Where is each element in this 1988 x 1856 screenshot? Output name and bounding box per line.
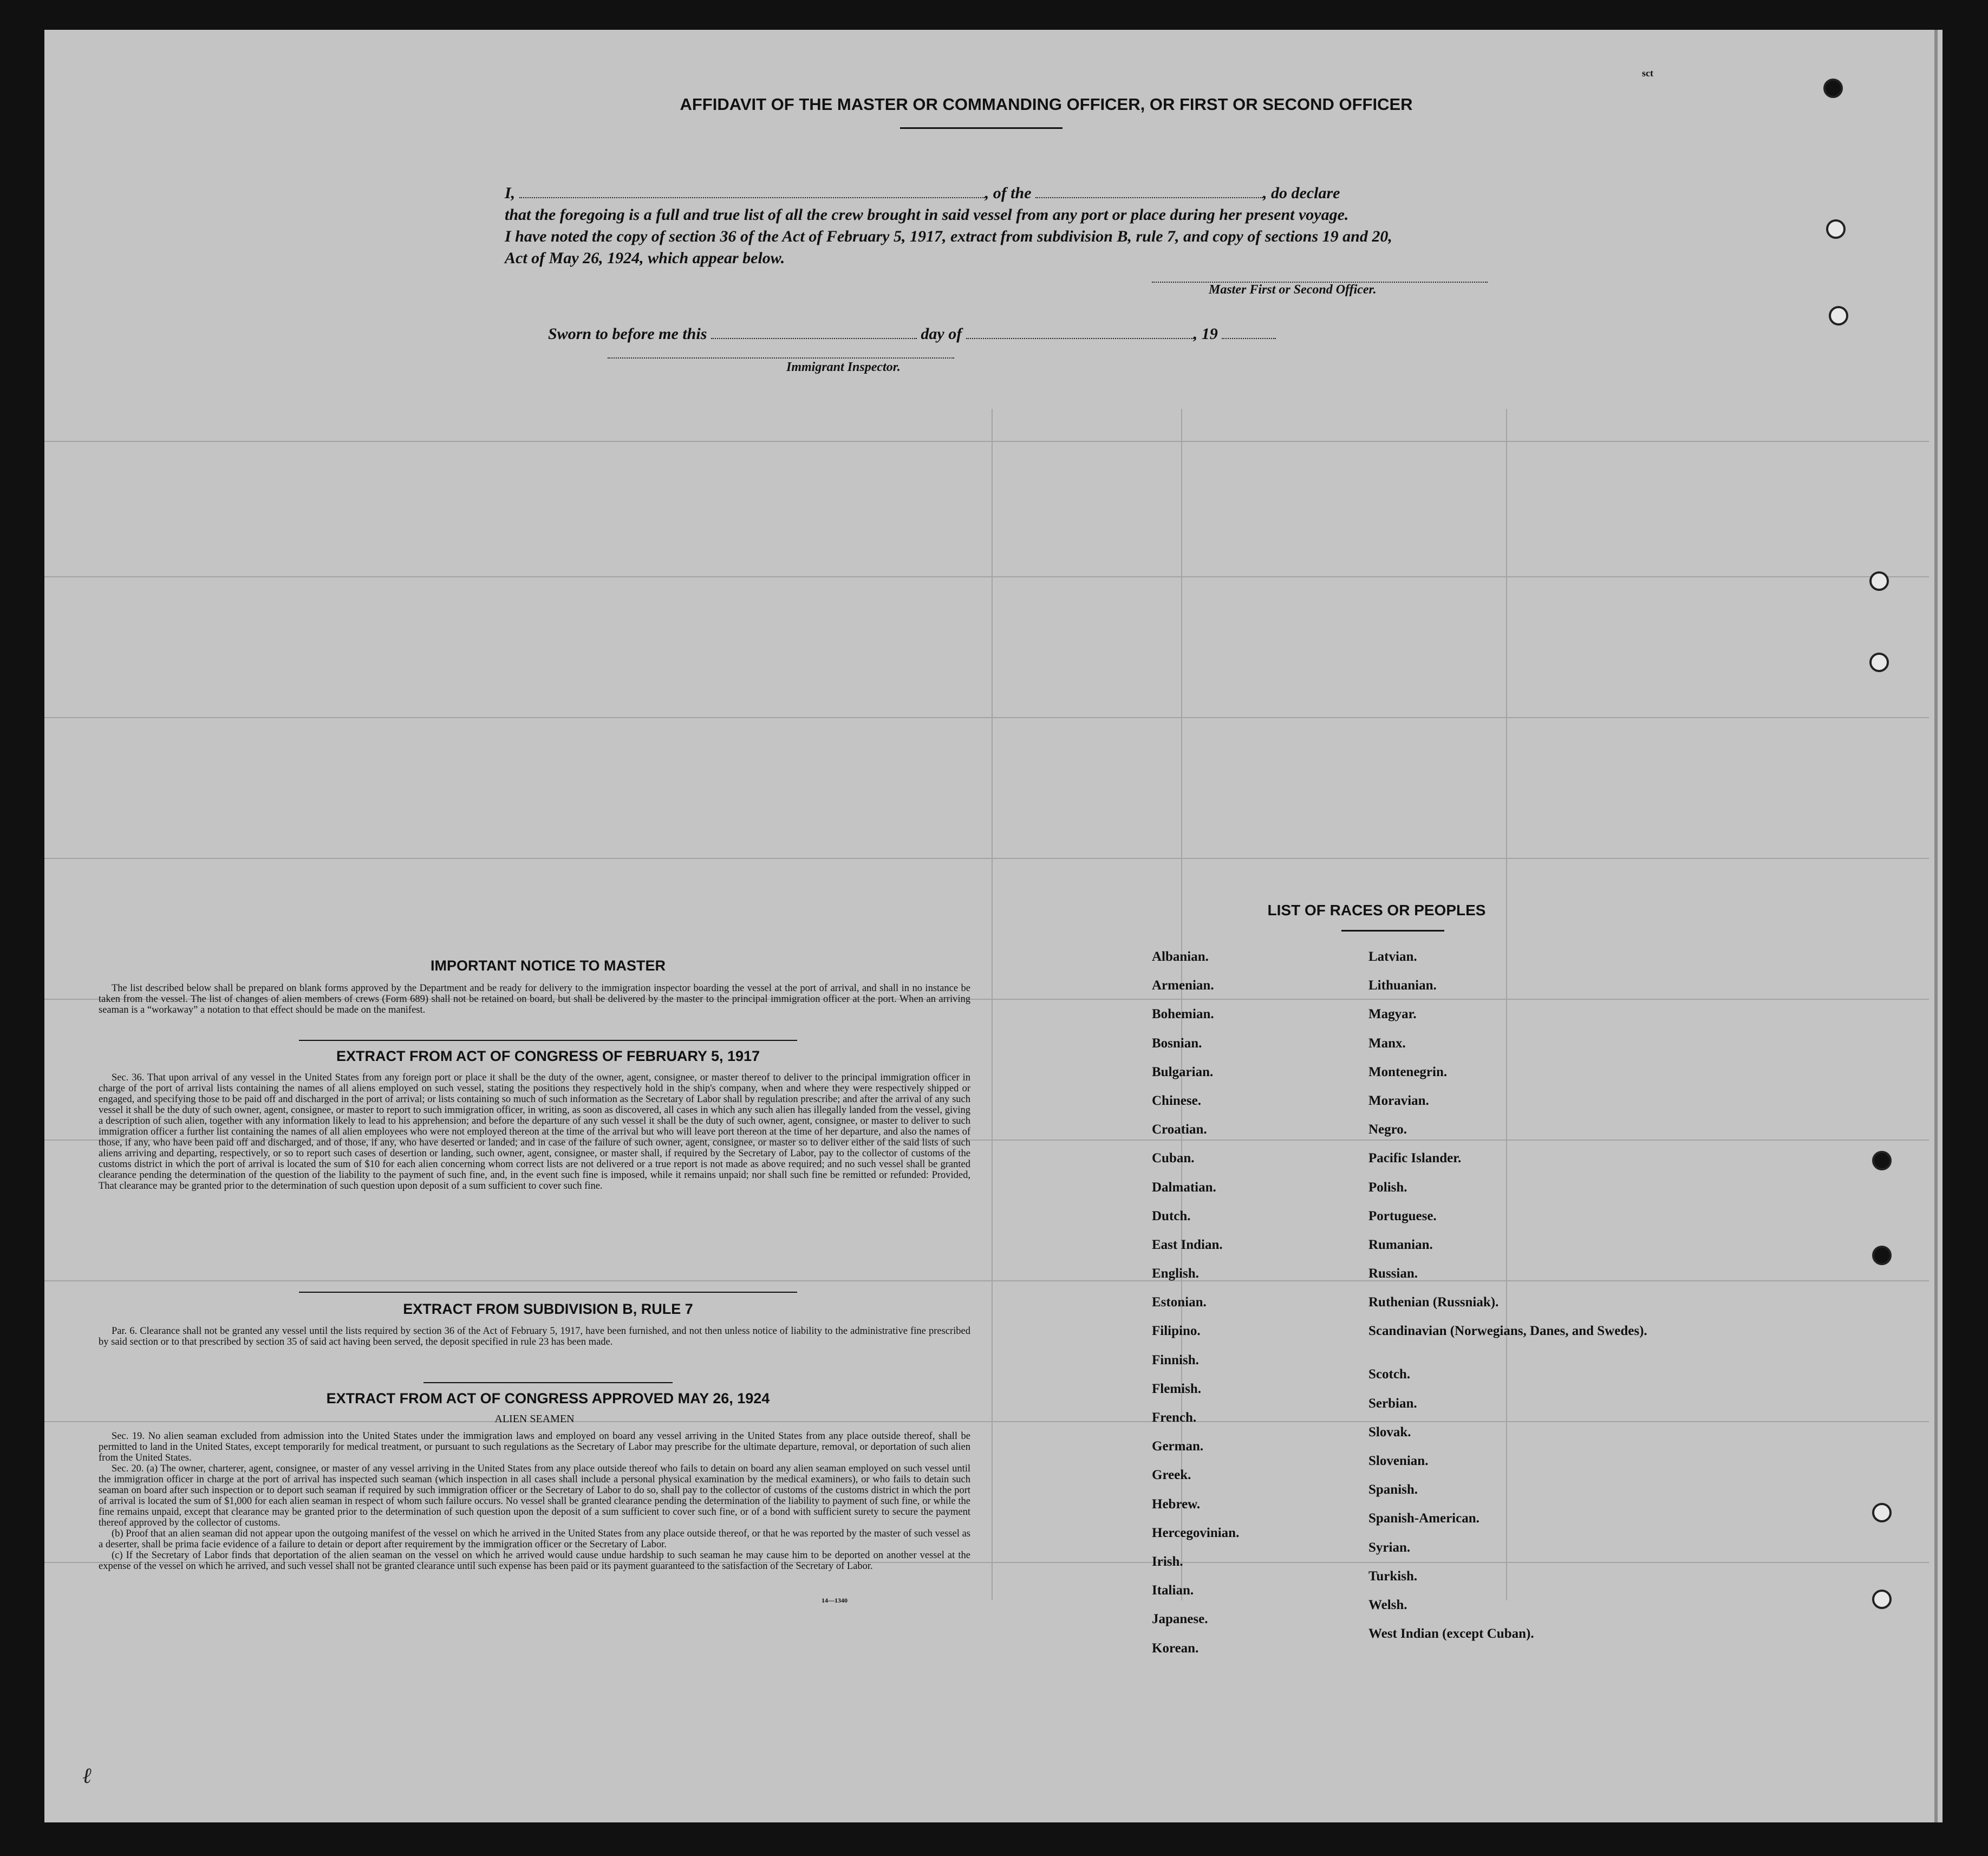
affidavit-line-3: I have noted the copy of section 36 of the Act of February 5, 1917, extract from subdivision B, rule 7, and copy of sections 19 and 20, (505, 227, 1392, 245)
extract-1917-paragraph: Sec. 36. That upon arrival of any vessel in the United States from any foreign port or place it shall be the duty of the owner, agent, consignee, or master thereof to deliver to the principal immigration officer in charge of the port of arrival lists containing the names of all aliens employed on such vessel, stating the positions they respectively hold in the ship's company, when and where they were respectively shipped or engaged, and specifying those to be paid off and discharged in the port of arrival; or lists containing so much of such information as the Secretary of Labor shall by regulation prescribe; and after the arrival of any such vessel it shall be the duty of such owner, agent, consignee, or master to report to such immigration officer, in writing, as soon as discovered, all cases in which any such alien has illegally landed from the vessel, giving a description of such alien, together with any information likely to lead to his apprehension; and before the departure of any such vessel it shall be the duty of such owner, agent, consignee, or master to deliver to such immigration officer a further list containing the names of all alien employees who were not employed thereon at the time of the arrival but who will leave port thereon at the time of her departure, and also the names of those, if any, who have been paid off and discharged, and of those, if any, who have deserted or landed; and in case of the failure of such owner, agent, consignee, or master so to deliver either of the said lists of such aliens arriving and departing, respectively, or so to report such cases of desertion or landing, such owner, agent, consignee, or master shall, if required by the Secretary of Labor, pay to the collector of customs of the customs district in which the port of arrival is located the sum of $10 for each alien concerning whom correct lists are not delivered or a true report is not made as above required; and no such vessel shall be granted clearance pending the determination of the question of the liability to the payment of such fine, and, in the event such fine is imposed, while it remains unpaid; nor shall such fine be remitted or refunded: Provided, That clearance may be granted prior to the determination of such question upon deposit of a sum sufficient to cover such fine. (99, 1072, 970, 1191)
binder-hole-icon (1872, 1151, 1892, 1170)
binder-hole-icon (1869, 653, 1889, 672)
affidavit-line-1 (505, 184, 1561, 203)
section-rule-rule7 (299, 1292, 797, 1293)
sworn-month-blank[interactable] (966, 326, 1194, 339)
race-item: Spanish. (1368, 1482, 1418, 1497)
affidavit-line-2: that the foregoing is a full and true list of all the crew brought in said vessel from any port or place during her present voyage. (505, 206, 1349, 224)
sec-19-paragraph: Sec. 19. No alien seaman excluded from admission into the United States under the immigration laws and employed on board any vessel arriving in the United States from any place outside thereof, shall be permitted to land in the United States, except temporarily for medical treatment, or pursuant to such regulations as the Secretary of Labor may prescribe for the ultimate departure, removal, or deportation of such alien from the United States. (99, 1431, 970, 1463)
handwritten-corner-mark-icon: ℓ (82, 1763, 92, 1788)
race-item: Korean. (1152, 1640, 1199, 1656)
page-mark: sct (1642, 68, 1653, 79)
race-item: Bosnian. (1152, 1036, 1202, 1051)
race-item: Russian. (1368, 1266, 1418, 1281)
binder-hole-icon (1823, 79, 1843, 98)
race-item: Latvian. (1368, 949, 1417, 964)
race-item: Cuban. (1152, 1151, 1195, 1166)
affidavit-line-4: Act of May 26, 1924, which appear below. (505, 249, 785, 267)
sworn-day-of-label: day of (921, 325, 962, 343)
race-item: Lithuanian. (1368, 978, 1437, 993)
race-item: Irish. (1152, 1554, 1183, 1569)
section-rule-1924 (423, 1382, 673, 1383)
extract-1924-subtitle: ALIEN SEAMEN (494, 1413, 575, 1425)
fold-line (1934, 30, 1938, 1822)
affidavit-i-label: I, (505, 184, 516, 202)
race-item: Scotch. (1368, 1367, 1411, 1382)
race-item: Finnish. (1152, 1352, 1199, 1367)
race-item: Dutch. (1152, 1208, 1191, 1223)
master-signature-label: Master First or Second Officer. (1209, 283, 1377, 297)
race-item: Pacific Islander. (1368, 1151, 1462, 1166)
race-item: Ruthenian (Russniak). (1368, 1295, 1499, 1310)
race-item: Spanish-American. (1368, 1511, 1479, 1526)
notice-body (99, 983, 970, 1015)
race-item: French. (1152, 1410, 1197, 1425)
race-item: Croatian. (1152, 1122, 1207, 1137)
extract-1917-title: EXTRACT FROM ACT OF CONGRESS OF FEBRUARY 5, 1917 (336, 1048, 760, 1064)
race-item: Estonian. (1152, 1295, 1207, 1310)
race-item: Hebrew. (1152, 1496, 1201, 1512)
binder-hole-icon (1869, 571, 1889, 591)
sworn-day-blank[interactable] (711, 326, 917, 339)
race-item: Polish. (1368, 1180, 1407, 1195)
race-item: Portuguese. (1368, 1208, 1437, 1223)
races-title: LIST OF RACES OR PEOPLES (1267, 902, 1486, 919)
extract-1917-body (99, 1072, 970, 1191)
race-item: Serbian. (1368, 1396, 1417, 1411)
races-column-2 (1368, 942, 1647, 1648)
race-item: Syrian. (1368, 1540, 1411, 1555)
race-item: Moravian. (1368, 1093, 1429, 1108)
race-item: Montenegrin. (1368, 1064, 1448, 1079)
race-item: Rumanian. (1368, 1237, 1433, 1252)
form-number: 14—1340 (822, 1597, 848, 1604)
race-item: German. (1152, 1439, 1204, 1454)
race-item: Flemish. (1152, 1381, 1201, 1396)
affidavit-of-the-label: , of the (985, 184, 1032, 202)
declarant-name-blank[interactable] (519, 185, 985, 198)
race-item: Greek. (1152, 1468, 1191, 1483)
race-item: Slovenian. (1368, 1454, 1429, 1468)
extract-rule7-paragraph: Par. 6. Clearance shall not be granted any vessel until the lists required by section 36 of the Act of February 5, 1917, have been furnished, and not then unless notice of liability to the administrative fine prescribed by said section or to that prescribed by section 35 of said act having been served, the deposit specified in rule 23 has been made. (99, 1326, 970, 1347)
binder-hole-icon (1829, 306, 1848, 325)
sworn-year-blank[interactable] (1222, 326, 1276, 339)
title-underline (900, 127, 1063, 129)
race-item: English. (1152, 1266, 1199, 1281)
race-item: West Indian (except Cuban). (1368, 1626, 1534, 1642)
race-item: Welsh. (1368, 1597, 1407, 1612)
affidavit-title: AFFIDAVIT OF THE MASTER OR COMMANDING OFFICER, OR FIRST OR SECOND OFFICER (680, 95, 1413, 114)
race-item: Chinese. (1152, 1093, 1201, 1108)
race-item: Albanian. (1152, 949, 1209, 964)
race-item: Bulgarian. (1152, 1064, 1214, 1079)
extract-rule7-title: EXTRACT FROM SUBDIVISION B, RULE 7 (403, 1301, 693, 1317)
race-item: Manx. (1368, 1036, 1406, 1051)
sec-20a-paragraph: Sec. 20. (a) The owner, charterer, agent, consignee, or master of any vessel arriving in the United States from any place outside thereof who fails to detain on board any alien seaman employed on such vessel until the immigration officer in charge at the port of arrival has inspected such seaman (which inspection in all cases shall include a personal physical examination by the medical examiners), or who fails to detain such seaman on board after such inspection or to deport such seaman if required by such immigration officer or the Secretary of Labor to do so, shall pay to the collector of customs of the customs district in which the port of arrival is located the sum of $1,000 for each alien seaman in respect of whom such failure occurs. No vessel shall be granted clearance pending the determination of the liability to payment of such fine, or while the fine remains unpaid, except that clearance may be granted prior to the determination of such question upon the deposit of a sum sufficient to cover such fine, or of a bond with sufficient surety to secure the payment thereof approved by the collector of customs. (99, 1463, 970, 1528)
race-item: Dalmatian. (1152, 1180, 1216, 1195)
races-title-rule (1341, 930, 1444, 932)
race-item: Bohemian. (1152, 1007, 1214, 1022)
sec-20b-paragraph: (b) Proof that an alien seaman did not appear upon the outgoing manifest of the vessel on which he arrived in the United States from any place outside thereof, or that he was reported by the master of such vessel as a deserter, shall be prima facie evidence of a failure to detain or deport after requirement by the immigration officer or the Secretary of Labor. (99, 1528, 970, 1550)
race-item: Armenian. (1152, 978, 1214, 993)
extract-rule7-body (99, 1326, 970, 1347)
notice-paragraph: The list described below shall be prepared on blank forms approved by the Department and be ready for delivery to the immigration inspector boarding the vessel at the port of arrival, and shall in no instance be taken from the vessel. The list of changes of alien members of crews (Form 689) shall not be retained on board, but shall be delivered by the master to the principal immigration officer at the port. When an arriving seaman is a “workaway” a notation to that effect should be made on the manifest. (99, 983, 970, 1015)
section-rule-1917 (299, 1040, 797, 1041)
race-item: Japanese. (1152, 1612, 1208, 1627)
binder-hole-icon (1872, 1503, 1892, 1522)
race-item: Turkish. (1368, 1568, 1418, 1584)
race-item: Slovak. (1368, 1424, 1411, 1440)
race-item: Scandinavian (Norwegians, Danes, and Swedes). (1368, 1324, 1647, 1339)
binder-hole-icon (1872, 1246, 1892, 1265)
extract-1924-title: EXTRACT FROM ACT OF CONGRESS APPROVED MAY 26, 1924 (326, 1390, 770, 1406)
affidavit-declare-label: , do declare (1263, 184, 1340, 202)
race-item: Italian. (1152, 1583, 1194, 1598)
race-item: Negro. (1368, 1122, 1407, 1137)
inspector-signature-label: Immigrant Inspector. (786, 360, 901, 374)
notice-title: IMPORTANT NOTICE TO MASTER (431, 958, 666, 974)
race-item: Filipino. (1152, 1324, 1201, 1339)
sec-20c-paragraph: (c) If the Secretary of Labor finds that deportation of the alien seaman on the vessel on which he arrived would cause undue hardship to such seaman he may cause him to be deported on another vessel at the expense of the vessel on which he arrived, and such vessel shall not be granted clearance until such expense has been paid or its payment guaranteed to the satisfaction of the Secretary of Labor. (99, 1550, 970, 1572)
binder-hole-icon (1872, 1590, 1892, 1609)
manifest-page (44, 30, 1943, 1822)
race-item: Magyar. (1368, 1007, 1417, 1022)
extract-1924-body (99, 1431, 970, 1572)
sworn-prefix: Sworn to before me this (548, 325, 707, 343)
vessel-name-blank[interactable] (1035, 185, 1263, 198)
binder-hole-icon (1826, 219, 1846, 239)
sworn-year-label: , 19 (1193, 325, 1218, 343)
races-column-1 (1152, 942, 1239, 1663)
race-item: East Indian. (1152, 1237, 1223, 1252)
sworn-line (548, 325, 1604, 343)
inspector-signature-blank[interactable] (608, 357, 954, 359)
race-item: Hercegovinian. (1152, 1525, 1240, 1540)
